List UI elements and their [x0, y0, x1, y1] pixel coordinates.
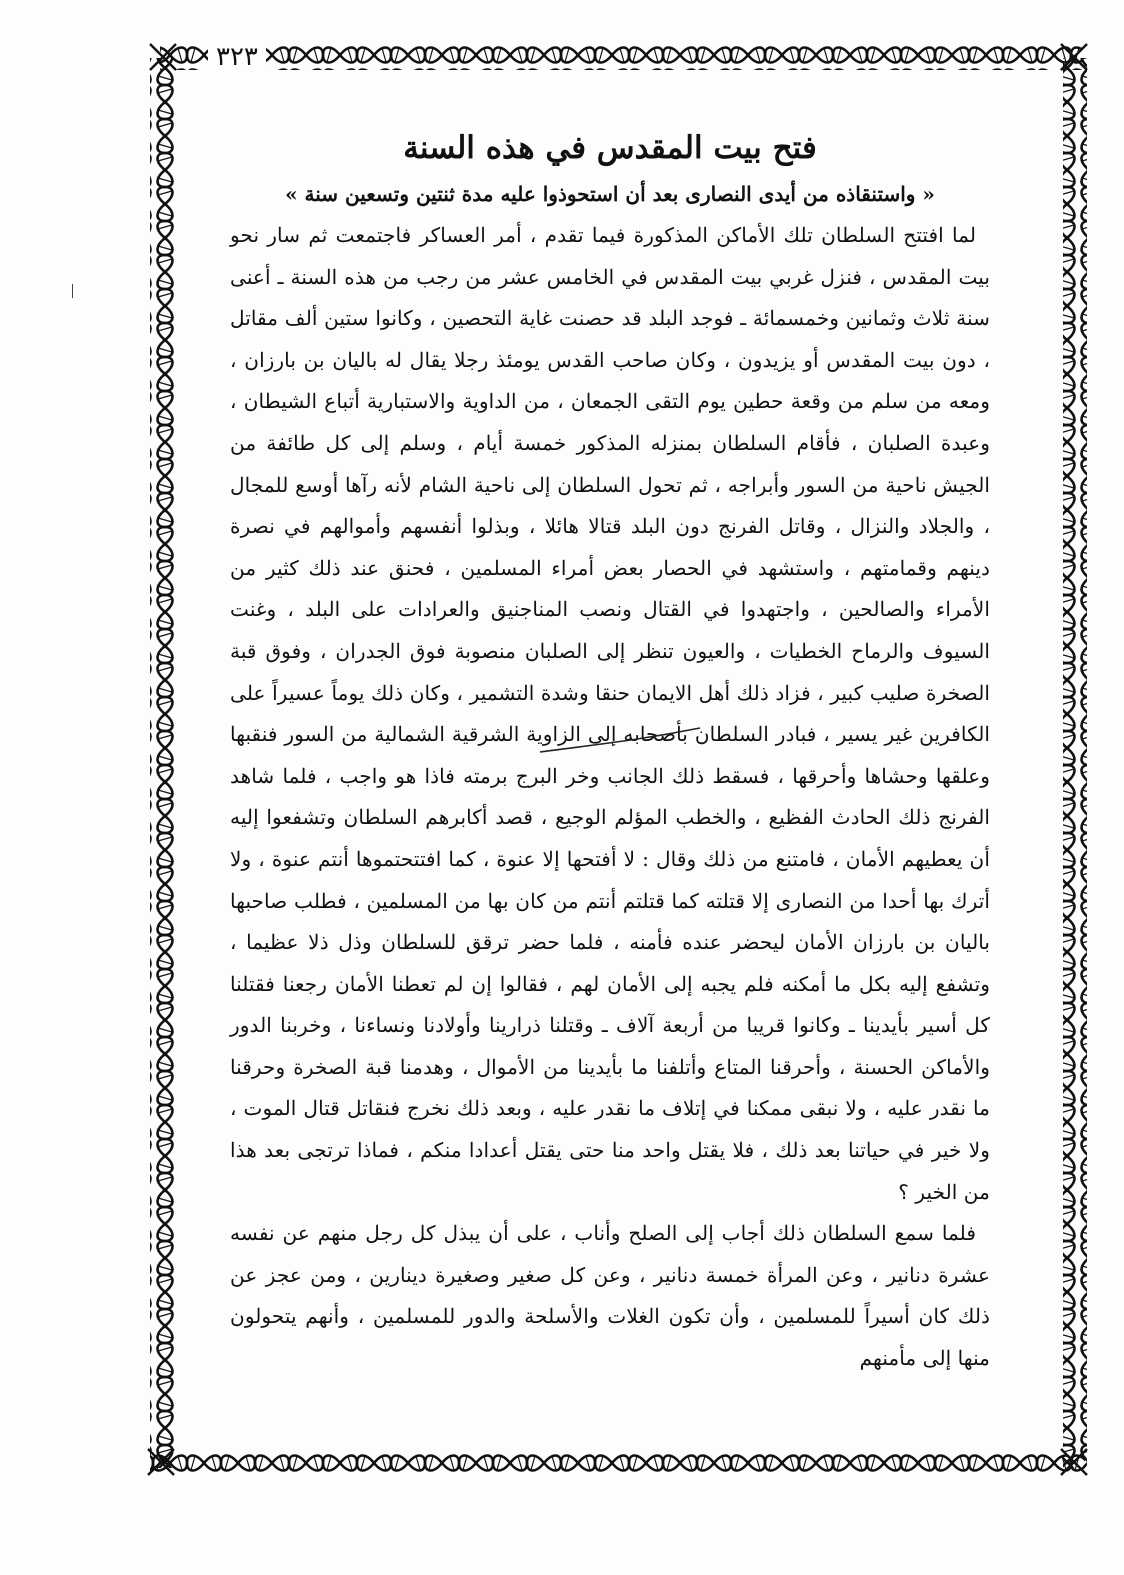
- section-subtitle: « واستنقاذه من أيدى النصارى بعد أن استحوذوا عليه مدة ثنتين وتسعين سنة »: [285, 182, 935, 206]
- paragraph: لما افتتح السلطان تلك الأماكن المذكورة فيما تقدم ، أمر العساكر فاجتمعت ثم سار نحو بيت المقدس ، فنزل غربي بيت المقدس في الخامس عشر من رجب من هذه السنة ـ أعنى سنة ثلاث وثمانين وخمسمائة ـ فوجد البلد قد حصنت غاية التحصين ، وكانوا ستين ألف مقاتل ، دون بيت المقدس أو يزيدون ، وكان صاحب القدس يومئذ رجلا يقال له باليان بن بارزان ، ومعه من سلم من وقعة حطين يوم التقى الجمعان ، من الداوية والاستبارية أتباع الشيطان ، وعبدة الصلبان ، فأقام السلطان بمنزله المذكور خمسة أيام ، وسلم إلى كل طائفة من الجيش ناحية من السور وأبراجه ، ثم تحول السلطان إلى ناحية الشام لأنه رآها أوسع للمجال ، والجلاد والنزال ، وقاتل الفرنج دون البلد قتالا هائلا ، وبذلوا أنفسهم وأموالهم في نصرة دينهم وقمامتهم ، واستشهد في الحصار بعض أمراء المسلمين ، فحنق عند ذلك كثير من الأمراء والصالحين ، واجتهدوا في القتال ونصب المناجنيق والعرادات على البلد ، وغنت السيوف والرماح الخطيات ، والعيون تنظر إلى الصلبان منصوبة فوق الجدران ، وفوق قبة الصخرة صليب كبير ، فزاد ذلك أهل الايمان حنقا وشدة التشمير ، وكان ذلك يوماً عسيراً على الكافرين غير يسير ، فبادر السلطان بأصحابه إلى الزاوية الشرقية الشمالية من السور فنقبها وعلقها وحشاها وأحرقها ، فسقط ذلك الجانب وخر البرج برمته فاذا هو واجب ، فلما شاهد الفرنج ذلك الحادث الفظيع ، والخطب المؤلم الوجيع ، قصد أكابرهم السلطان وتشفعوا إليه أن يعطيهم الأمان ، فامتنع من ذلك وقال : لا أفتحها إلا عنوة ، كما افتتحتموها أنتم عنوة ، ولا أترك بها أحدا من النصارى إلا قتلته كما قتلتم أنتم من كان بها من المسلمين ، فطلب صاحبها باليان بن بارزان الأمان ليحضر عنده فأمنه ، فلما حضر ترقق للسلطان وذل ذلا عظيما ، وتشفع إليه بكل ما أمكنه فلم يجبه إلى الأمان لهم ، فقالوا إن لم تعطنا الأمان رجعنا فقتلنا كل أسير بأيدينا ـ وكانوا قريبا من أربعة آلاف ـ وقتلنا ذرارينا وأولادنا ونساءنا ، وخربنا الدور والأماكن الحسنة ، وأحرقنا المتاع وأتلفنا ما بأيدينا من الأموال ، وهدمنا قبة الصخرة وحرقنا ما نقدر عليه ، ولا نبقى ممكنا في إتلاف ما نقدر عليه ، وبعد ذلك نخرج فنقاتل قتال الموت ، ولا خير في حياتنا بعد ذلك ، فلا يقتل واحد منا حتى يقتل أعدادا منكم ، فماذا ترتجى بعد هذا من الخير ؟: [230, 223, 990, 1204]
- section-title: فتح بيت المقدس في هذه السنة: [403, 130, 817, 166]
- paragraph: فلما سمع السلطان ذلك أجاب إلى الصلح وأناب ، على أن يبذل كل رجل منهم عن نفسه عشرة دنانير ، وعن المرأة خمسة دنانير ، وعن كل صغير وصغيرة دينارين ، ومن عجز عن ذلك كان أسيراً للمسلمين ، وأن تكون الغلات والأسلحة والدور للمسلمين ، وأنهم يتحولون منها إلى مأمنهم: [230, 1221, 990, 1371]
- page-number: ٣٢٣: [208, 42, 266, 72]
